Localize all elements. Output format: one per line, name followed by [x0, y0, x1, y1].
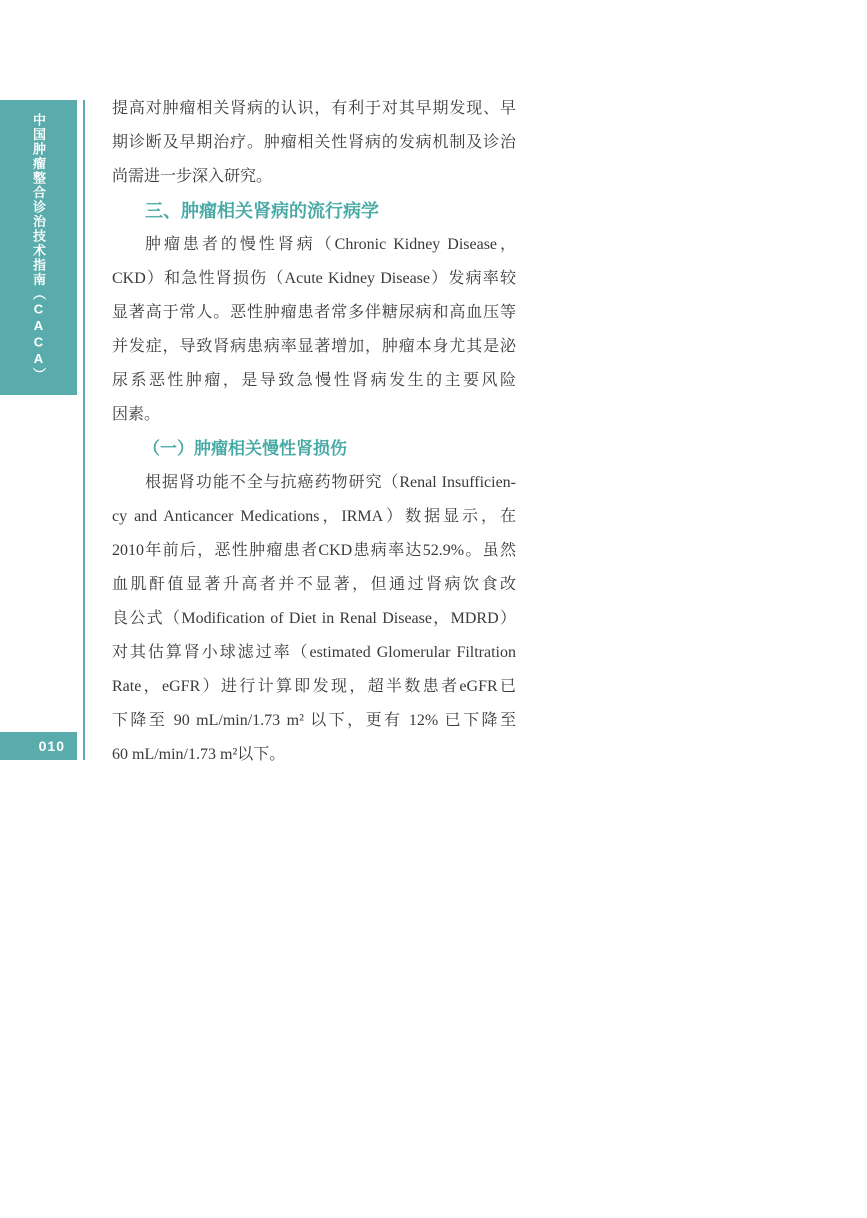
text-line: 提高对肿瘤相关肾病的认识，有利于对其早期发现、早	[112, 100, 516, 117]
text-line: 因素。	[112, 406, 161, 423]
sidebar-title-band	[0, 100, 77, 395]
book-title: 中国肿瘤整合诊治技术指南（CACA）	[31, 113, 46, 382]
page-number: 010	[38, 738, 65, 754]
sidebar-vertical-rule	[83, 100, 85, 760]
text-line: CKD）和急性肾损伤（Acute Kidney Disease）发病率较	[112, 270, 516, 287]
page-number-badge	[0, 732, 77, 760]
text-line: 尿系恶性肿瘤，是导致急慢性肾病发生的主要风险	[112, 372, 516, 389]
page-text-column	[112, 92, 516, 772]
text-line: 显著高于常人。恶性肿瘤患者常多伴糖尿病和高血压等	[112, 304, 516, 321]
text-line: 60 mL/min/1.73 m²以下。	[112, 746, 286, 763]
text-line: 根据肾功能不全与抗癌药物研究（Renal Insufficien-	[145, 474, 516, 491]
section-heading: 三、肿瘤相关肾病的流行病学	[145, 201, 379, 221]
text-line: 2010年前后，恶性肿瘤患者CKD患病率达52.9%。虽然	[112, 542, 516, 559]
text-line: 血肌酐值显著升高者并不显著，但通过肾病饮食改	[112, 576, 516, 593]
text-line: 下降至 90 mL/min/1.73 m² 以下，更有 12% 已下降至	[112, 712, 516, 729]
text-line: 并发症，导致肾病患病率显著增加，肿瘤本身尤其是泌	[112, 338, 516, 355]
text-line: 期诊断及早期治疗。肿瘤相关性肾病的发病机制及诊治	[112, 134, 516, 151]
text-line: 肿瘤患者的慢性肾病（Chronic Kidney Disease，	[145, 236, 516, 253]
subsection-heading: （一）肿瘤相关慢性肾损伤	[143, 439, 347, 458]
text-line: 良公式（Modification of Diet in Renal Disease，MDRD）	[112, 610, 516, 627]
text-line: 尚需进一步深入研究。	[112, 168, 273, 185]
text-line: cy and Anticancer Medications，IRMA）数据显示，在	[112, 508, 516, 525]
text-line: 对其估算肾小球滤过率（estimated Glomerular Filtration	[112, 644, 516, 661]
text-line: Rate，eGFR）进行计算即发现，超半数患者eGFR已	[112, 678, 516, 695]
